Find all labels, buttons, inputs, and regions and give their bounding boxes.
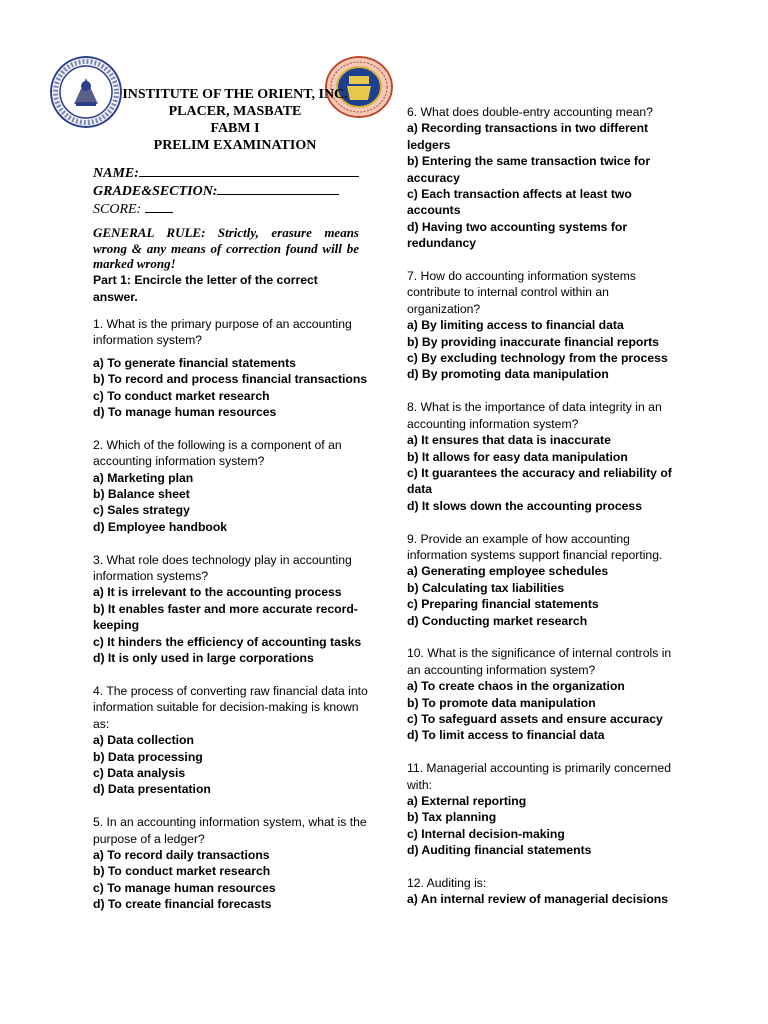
answer-option[interactable]: c) It hinders the efficiency of accounting tasks [93,634,362,649]
answer-option[interactable]: d) Data presentation [93,782,211,797]
answer-option[interactable]: d) Having two accounting systems for redundancy [407,219,628,251]
question-item [93,683,368,798]
question-text: 11. Managerial accounting is primarily concerned with: [407,761,671,792]
student-info [93,164,373,218]
question-item [93,316,368,420]
answer-option[interactable]: d) Employee handbook [93,519,228,534]
name-blank[interactable] [139,164,359,177]
question-item [407,104,682,252]
answer-option[interactable]: c) Sales strategy [93,503,190,518]
answer-option[interactable]: d) To manage human resources [93,405,277,420]
question-text: 5. In an accounting information system, what is the purpose of a ledger? [93,815,367,846]
answer-option[interactable]: a) Generating employee schedules [407,564,609,579]
answer-option[interactable]: a) An internal review of managerial decisions [407,892,668,907]
question-text: 9. Provide an example of how accounting information systems support financial reporting. [407,531,663,562]
answer-option[interactable]: a) External reporting [407,793,527,808]
answer-option[interactable]: c) Data analysis [93,765,186,780]
answer-option[interactable]: c) It guarantees the accuracy and reliability of data [407,465,672,497]
answer-option[interactable]: c) Each transaction affects at least two accounts [407,187,632,218]
answer-option[interactable]: b) Calculating tax liabilities [407,580,565,595]
answer-option[interactable]: c) Preparing financial statements [407,597,599,612]
question-item [93,814,368,912]
question-text: 10. What is the significance of internal controls in an accounting information system? [407,646,672,677]
questions-left-column [93,316,368,929]
name-label: NAME: [93,166,139,181]
answer-option[interactable]: c) By excluding technology from the process [407,351,668,366]
answer-option[interactable]: a) To create chaos in the organization [407,679,625,694]
grade-section-label: GRADE&SECTION: [93,184,218,199]
part1-instruction: Part 1: Encircle the letter of the correct answer. [93,273,318,304]
exam-title: PRELIM EXAMINATION [153,138,317,153]
answer-option[interactable]: a) It ensures that data is inaccurate [407,433,611,448]
question-text: 2. Which of the following is a component of an accounting information system? [93,437,342,469]
subject-title: FABM I [210,121,260,136]
question-text: 3. What role does technology play in accounting information systems? [93,552,352,584]
question-item [93,437,368,535]
answer-option[interactable]: a) To record daily transactions [93,847,270,862]
answer-option[interactable]: c) Internal decision-making [407,826,565,841]
question-item [407,399,682,514]
answer-option[interactable]: d) To limit access to financial data [407,728,605,743]
questions-right-column [407,104,682,924]
school-name: INSTITUTE OF THE ORIENT, INC. [122,87,348,102]
answer-option[interactable]: b) To conduct market research [93,864,271,879]
answer-option[interactable]: b) Tax planning [407,810,497,825]
question-text: 1. What is the primary purpose of an accounting information system? [93,317,352,348]
answer-option[interactable]: d) It is only used in large corporations [93,651,314,666]
answer-option[interactable]: b) To record and process financial transactions [93,372,368,387]
answer-option[interactable]: b) Entering the same transaction twice for accuracy [407,154,651,185]
grade-section-blank[interactable] [217,182,339,195]
question-text: 12. Auditing is: [407,876,487,890]
answer-option[interactable]: b) Balance sheet [93,487,190,502]
answer-option[interactable]: c) To manage human resources [93,880,276,895]
question-text: 8. What is the importance of data integrity in an accounting information system? [407,400,662,431]
question-item [407,531,682,629]
question-item [407,875,682,908]
score-blank[interactable] [145,200,173,213]
answer-option[interactable]: d) Conducting market research [407,613,588,628]
question-item [407,645,682,743]
answer-option[interactable]: b) It enables faster and more accurate record-keeping [93,601,358,633]
answer-option[interactable]: d) To create financial forecasts [93,897,272,912]
score-label: SCORE: [93,202,142,217]
answer-option[interactable]: b) By providing inaccurate financial reports [407,334,659,349]
answer-option[interactable]: d) It slows down the accounting process [407,498,642,513]
question-text: 6. What does double-entry accounting mean? [407,105,653,119]
answer-option[interactable]: b) It allows for easy data manipulation [407,449,628,464]
question-item [407,268,682,383]
answer-option[interactable]: b) Data processing [93,749,203,764]
school-location: PLACER, MASBATE [168,104,302,119]
answer-option[interactable]: d) Auditing financial statements [407,843,592,858]
answer-option[interactable]: a) Marketing plan [93,470,194,485]
question-text: 7. How do accounting information systems contribute to internal control within an organization? [407,269,636,316]
question-text: 4. The process of converting raw financial data into information suitable for decision-making is known as: [93,683,368,731]
answer-option[interactable]: d) By promoting data manipulation [407,367,609,382]
answer-option[interactable]: a) Recording transactions in two different ledgers [407,121,649,152]
answer-option[interactable]: a) To generate financial statements [93,355,296,370]
answer-option[interactable]: b) To promote data manipulation [407,695,596,710]
answer-option[interactable]: a) Data collection [93,733,194,748]
answer-option[interactable]: c) To safeguard assets and ensure accuracy [407,711,663,726]
answer-option[interactable]: a) By limiting access to financial data [407,318,624,333]
exam-header [90,86,380,154]
general-rule: GENERAL RULE: Strictly, erasure means wrong & any means of correction found will be marked wrong! [93,225,359,271]
question-item [93,552,368,667]
answer-option[interactable]: c) To conduct market research [93,388,270,403]
question-item [407,760,682,858]
answer-option[interactable]: a) It is irrelevant to the accounting process [93,585,342,600]
